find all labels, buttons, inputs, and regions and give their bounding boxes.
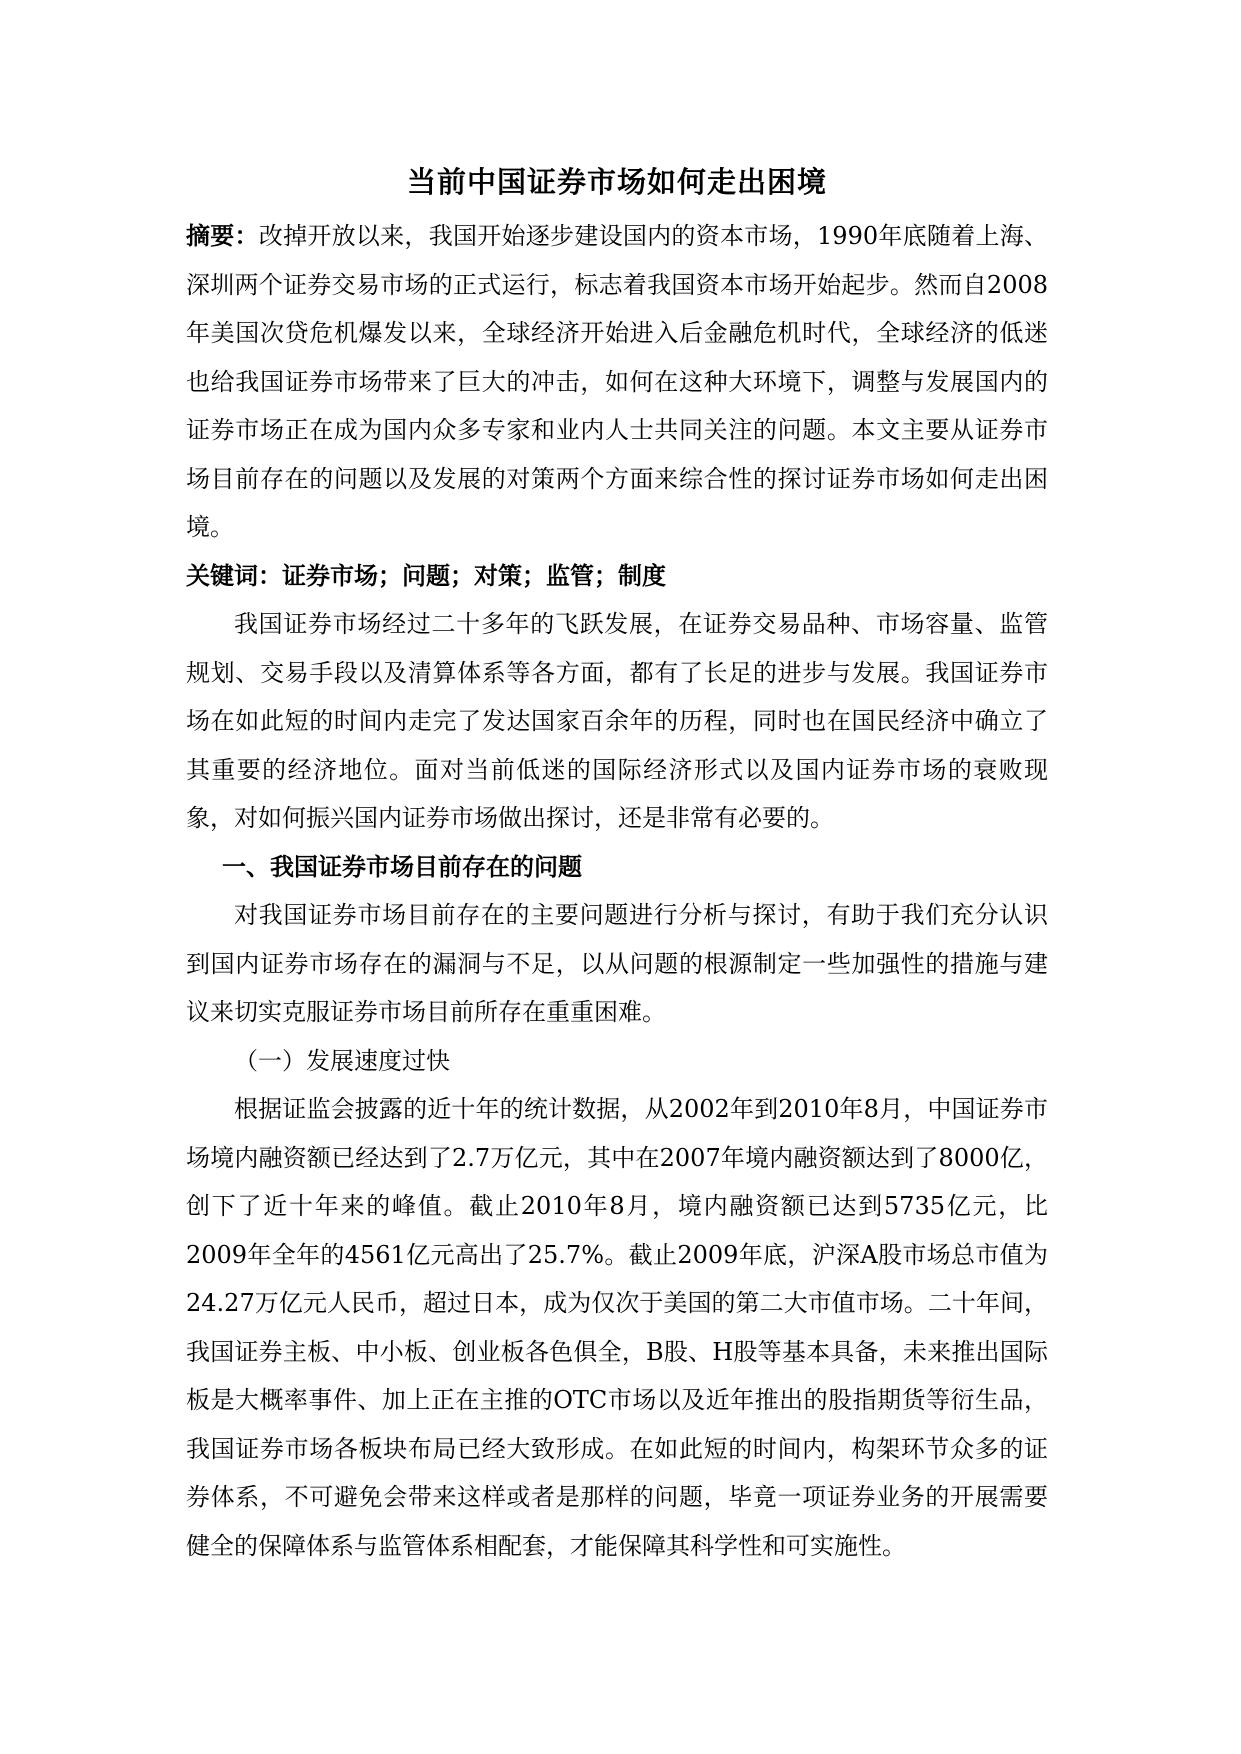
section-paragraph: 对我国证券市场目前存在的主要问题进行分析与探讨，有助于我们充分认识到国内证券市场存在的漏洞与不足，以从问题的根源制定一些加强性的措施与建议来切实克服证券市场目前所存在重重困难。	[186, 901, 1048, 1026]
document-body	[186, 160, 1048, 1570]
abstract-text: 改掉开放以来，我国开始逐步建设国内的资本市场，1990年底随着上海、深圳两个证券交易市场的正式运行，标志着我国资本市场开始起步。然而自2008年美国次贷危机爆发以来，全球经济开始进入后金融危机时代，全球经济的低迷也给我国证券市场带来了巨大的冲击，如何在这种大环境下，调整与发展国内的证券市场正在成为国内众多专家和业内人士共同关注的问题。本文主要从证券市场目前存在的问题以及发展的对策两个方面来综合性的探讨证券市场如何走出困境。	[186, 222, 1048, 541]
abstract-paragraph	[186, 212, 1048, 552]
abstract-label: 摘要：	[186, 221, 259, 250]
document-title: 当前中国证券市场如何走出困境	[406, 165, 827, 199]
subsection-heading: （一）发展速度过快	[234, 1046, 450, 1075]
keywords-line: 关键词：证券市场；问题；对策；监管；制度	[186, 560, 666, 590]
intro-paragraph: 我国证券市场经过二十多年的飞跃发展，在证券交易品种、市场容量、监管规划、交易手段以及清算体系等各方面，都有了长足的进步与发展。我国证券市场在如此短的时间内走完了发达国家百余年的历程，同时也在国民经济中确立了其重要的经济地位。面对当前低迷的国际经济形式以及国内证券市场的衰败现象，对如何振兴国内证券市场做出探讨，还是非常有必要的。	[186, 610, 1048, 832]
subsection-paragraph: 根据证监会披露的近十年的统计数据，从2002年到2010年8月，中国证券市场境内融资额已经达到了2.7万亿元，其中在2007年境内融资额达到了8000亿，创下了近十年来的峰值。截止2010年8月，境内融资额已达到5735亿元，比2009年全年的4561亿元高出了25.7%。截止2009年底，沪深A股市场总市值为24.27万亿元人民币，超过日本，成为仅次于美国的第二大市值市场。二十年间，我国证券主板、中小板、创业板各色俱全，B股、H股等基本具备，未来推出国际板是大概率事件、加上正在主推的OTC市场以及近年推出的股指期货等衍生品，我国证券市场各板块布局已经大致形成。在如此短的时间内，构架环节众多的证券体系，不可避免会带来这样或者是那样的问题，毕竟一项证券业务的开展需要健全的保障体系与监管体系相配套，才能保障其科学性和可实施性。	[186, 1095, 1048, 1560]
section-heading: 一、我国证券市场目前存在的问题	[222, 851, 582, 881]
